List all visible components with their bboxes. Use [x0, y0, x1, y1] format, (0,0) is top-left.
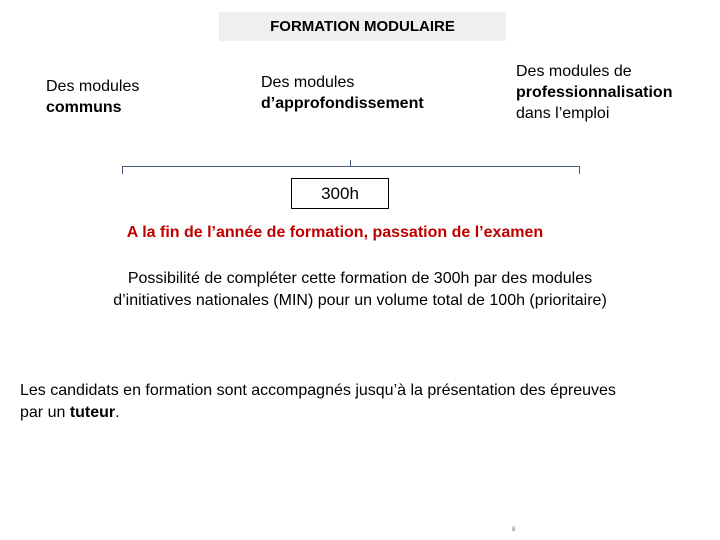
column-approfondissement-line1: Des modules: [261, 74, 355, 91]
exam-note: A la fin de l’année de formation, passation de l’examen: [126, 224, 544, 241]
column-professionnalisation-line3: dans l’emploi: [516, 105, 610, 122]
page-number: 8: [512, 527, 516, 533]
column-professionnalisation-line1: Des modules de: [516, 63, 632, 80]
column-modules-professionnalisation: [516, 61, 672, 124]
grouping-bracket: [122, 166, 580, 174]
column-modules-approfondissement: [261, 72, 424, 114]
candidats-line2-prefix: par un: [20, 404, 70, 421]
possibility-paragraph: [60, 268, 660, 312]
column-professionnalisation-line2: professionnalisation: [516, 84, 673, 101]
column-communs-line2: communs: [46, 99, 122, 116]
column-communs-line1: Des modules: [46, 78, 140, 95]
tuteur-word: tuteur: [69, 404, 116, 421]
candidats-line2: [20, 402, 710, 424]
candidats-paragraph: [20, 380, 710, 424]
possibility-line1: Possibilité de compléter cette formation de 300h par des modules: [127, 270, 593, 287]
column-approfondissement-line2: d’approfondissement: [261, 95, 424, 112]
page-title: FORMATION MODULAIRE: [219, 12, 506, 41]
candidats-line1: Les candidats en formation sont accompagnés jusqu’à la présentation des épreuves: [20, 382, 616, 399]
candidats-line2-suffix: .: [115, 404, 120, 421]
column-modules-communs: [46, 76, 139, 118]
possibility-line2: d’initiatives nationales (MIN) pour un volume total de 100h (prioritaire): [113, 292, 607, 309]
total-hours-box: 300h: [291, 178, 389, 209]
